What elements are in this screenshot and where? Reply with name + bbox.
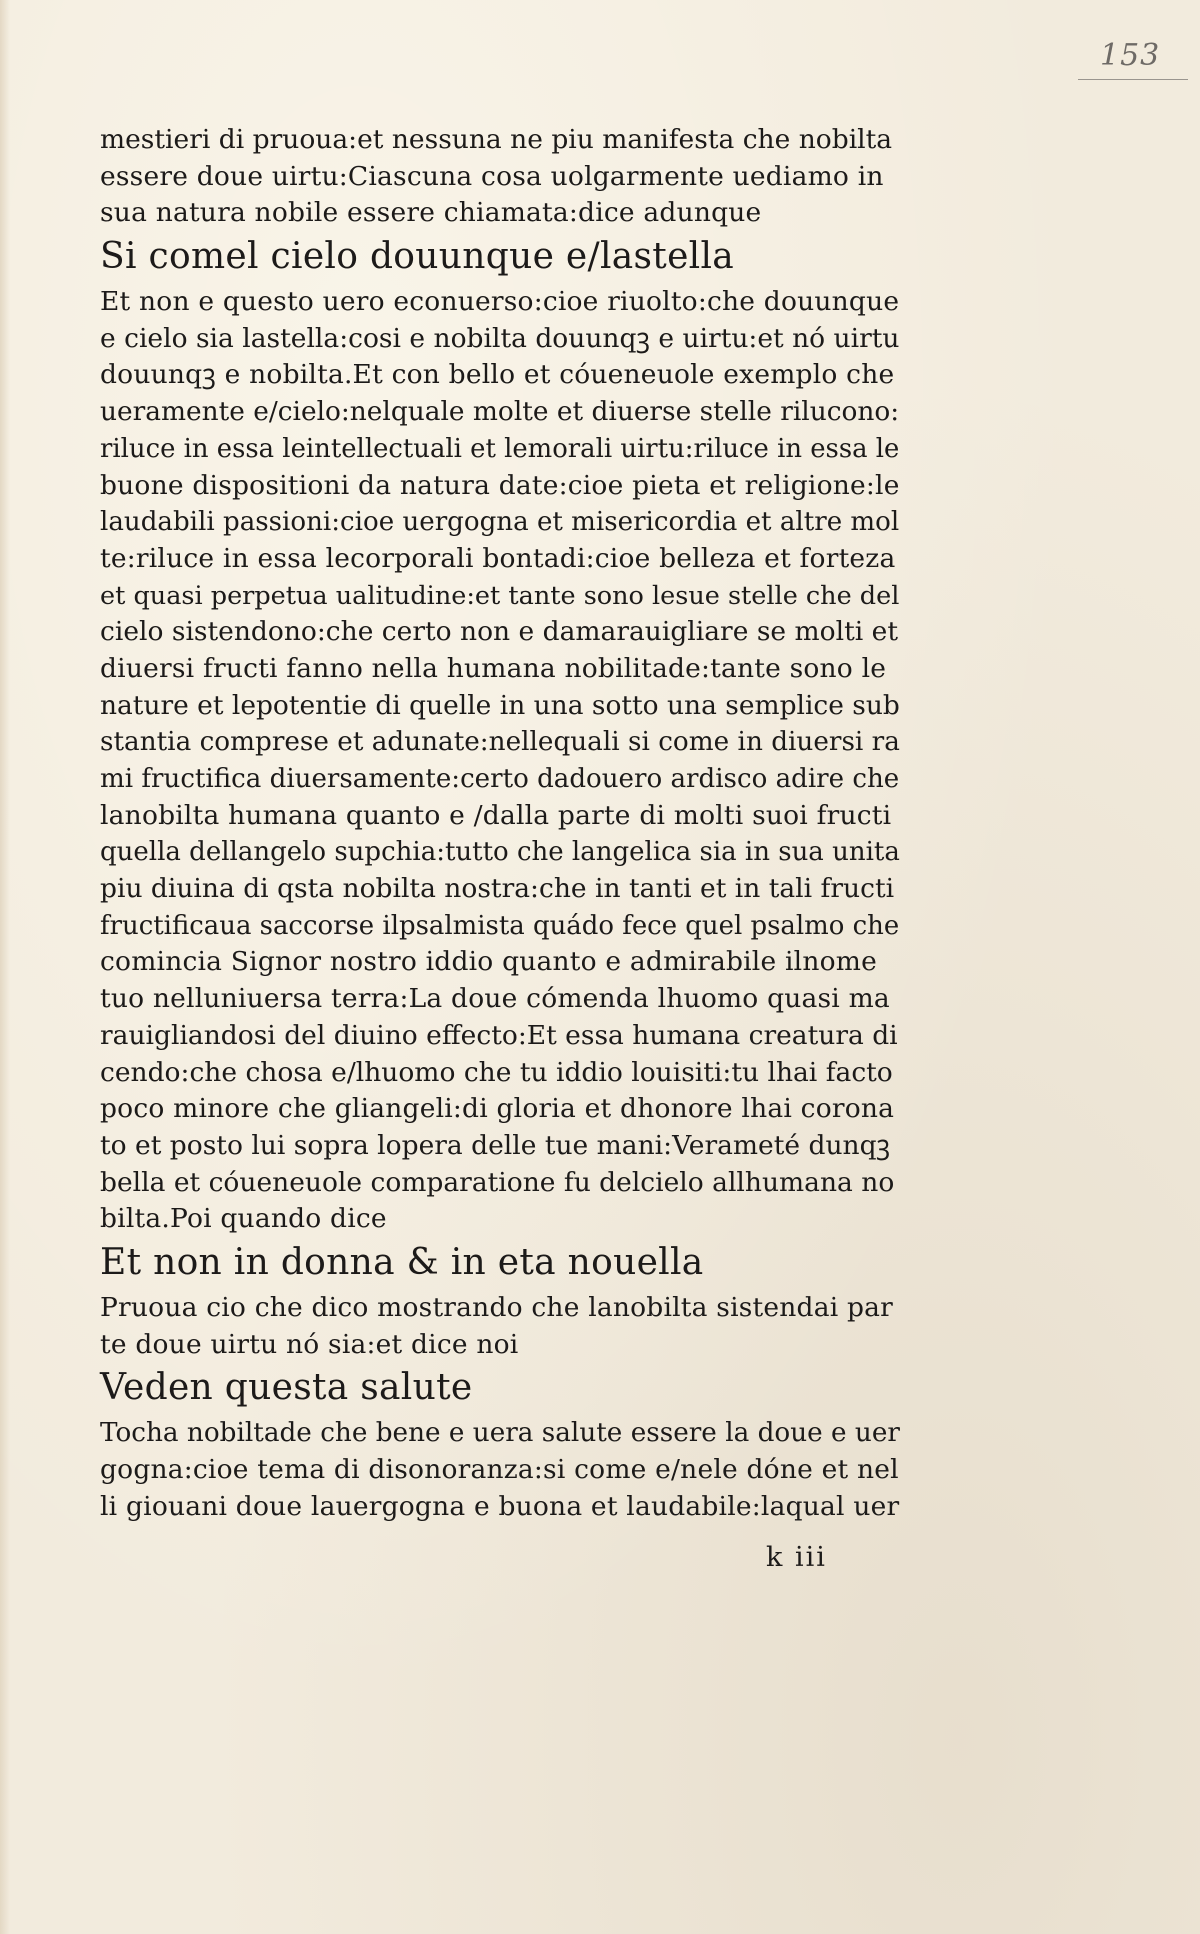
text-line: douunqꝫ e nobilta.Et con bello et cóueneuole exemplo che: [100, 359, 895, 391]
text-line: bella et cóueneuole comparatione fu delcielo allhumana no: [100, 1166, 895, 1198]
text-line: te doue uirtu nó sia:et dice noi: [100, 1328, 519, 1360]
text-block: [100, 122, 900, 1525]
text-line: piu diuina di qsta nobilta nostra:che in tanti et in tali fructi: [100, 873, 895, 905]
text-line: Pruoua cio che dico mostrando che lanobilta sistendai par: [100, 1291, 894, 1323]
page-edge-shadow: [0, 0, 10, 1934]
text-line: rauigliandosi del diuino effecto:Et essa humana creatura di: [100, 1019, 898, 1051]
section-heading: Si comel cielo douunque e/lastella: [100, 236, 735, 278]
section-heading: Et non in donna & in eta nouella: [100, 1241, 704, 1283]
text-line: gogna:cioe tema di disonoranza:si come e/nele dóne et nel: [100, 1454, 899, 1485]
text-line: laudabili passioni:cioe uergogna et misericordia et altre mol: [100, 507, 900, 538]
text-line: te:riluce in essa lecorporali bontadi:cioe belleza et forteza: [100, 542, 896, 574]
text-line: et quasi perpetua ualitudine:et tante sono lesue stelle che del: [100, 580, 900, 611]
text-line: diuersi fructi fanno nella humana nobilitade:tante sono le: [100, 652, 887, 684]
text-line: ueramente e/cielo:nelquale molte et diuerse stelle rilucono:: [100, 396, 900, 428]
text-line: Et non e questo uero econuerso:cioe riuolto:che douunque: [100, 286, 900, 318]
text-line: riluce in essa leintellectuali et lemorali uirtu:riluce in essa le: [100, 433, 900, 464]
text-line: li giouani doue lauergogna e buona et laudabile:laqual uer: [100, 1490, 900, 1522]
text-line: buone dispositioni da natura date:cioe pieta et religione:le: [100, 469, 900, 501]
text-line: e cielo sia lastella:cosi e nobilta douunqꝫ e uirtu:et nó uirtu: [100, 322, 900, 354]
section-heading: Veden questa salute: [100, 1367, 473, 1409]
text-line: cendo:che chosa e/lhuomo che tu iddio louisiti:tu lhai facto: [100, 1056, 893, 1088]
text-line: cielo sistendono:che certo non e damarauigliare se molti et: [100, 616, 898, 648]
text-line: Tocha nobiltade che bene e uera salute essere la doue e uer: [100, 1418, 900, 1449]
folio-underline: [1078, 79, 1188, 80]
text-line: quella dellangelo supchia:tutto che langelica sia in sua unita: [100, 837, 900, 868]
text-line: tuo nelluniuersa terra:La doue cómenda lhuomo quasi ma: [100, 983, 890, 1015]
text-line: lanobilta humana quanto e /dalla parte di molti suoi fructi: [100, 799, 892, 831]
text-line: mestieri di pruoua:et nessuna ne piu manifesta che nobilta: [100, 124, 893, 155]
text-line: mi fructifica diuersamente:certo dadouero ardisco adire che: [100, 764, 900, 794]
text-line: poco minore che gliangeli:di gloria et dhonore lhai corona: [100, 1093, 895, 1125]
text-line: fructificaua saccorse ilpsalmista quádo fece quel psalmo che: [100, 910, 900, 941]
text-line: sua natura nobile essere chiamata:dice adunque: [100, 197, 762, 229]
text-line: to et posto lui sopra lopera delle tue mani:Verameté dunqꝫ: [100, 1129, 891, 1161]
text-line: essere doue uirtu:Ciascuna cosa uolgarmente uediamo in: [100, 160, 884, 192]
text-line: comincia Signor nostro iddio quanto e admirabile ilnome: [100, 946, 877, 978]
folio-number: 153: [1100, 38, 1161, 73]
text-line: bilta.Poi quando dice: [100, 1203, 387, 1235]
text-line: nature et lepotentie di quelle in una sotto una semplice sub: [100, 689, 900, 721]
signature-mark: k iii: [766, 1542, 827, 1573]
text-line: stantia comprese et adunate:nellequali si come in diuersi ra: [100, 727, 900, 758]
